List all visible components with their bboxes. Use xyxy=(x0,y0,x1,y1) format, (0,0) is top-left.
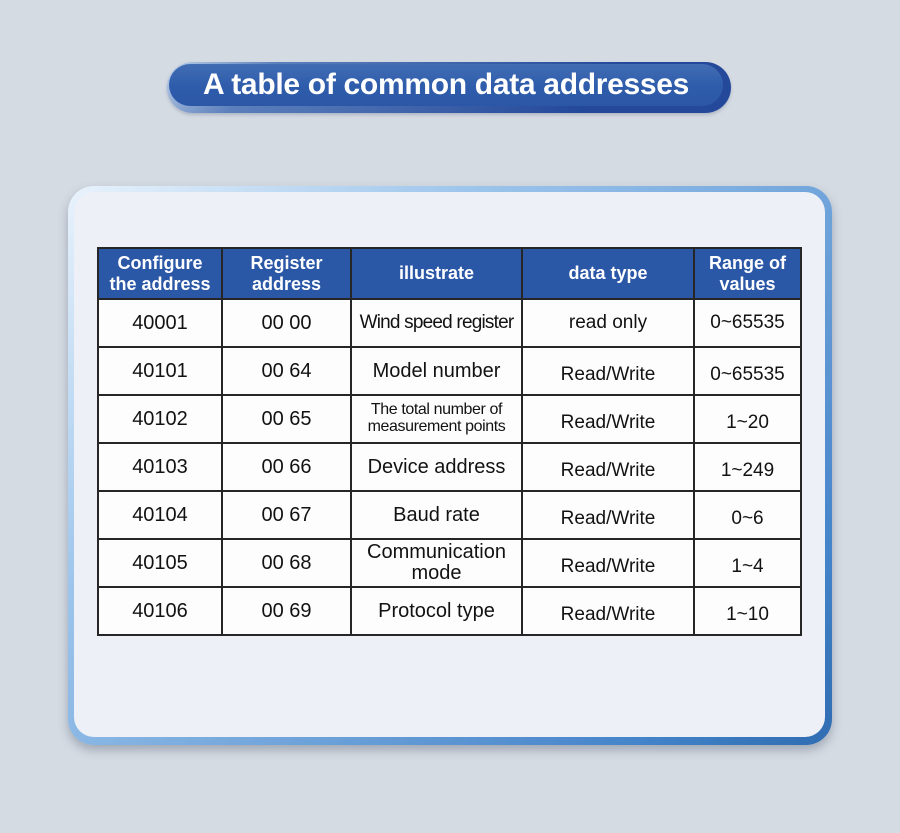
cell-value: Read/Write xyxy=(560,364,656,386)
cell-data-type xyxy=(522,539,694,587)
cell-configure-address xyxy=(98,587,222,635)
cell-value: Read/Write xyxy=(560,508,656,530)
cell-value: 00 68 xyxy=(261,551,312,574)
cell-register-address xyxy=(222,539,351,587)
cell-value: 00 69 xyxy=(261,599,312,622)
table-row xyxy=(98,443,801,491)
cell-register-address xyxy=(222,443,351,491)
cell-configure-address xyxy=(98,299,222,347)
cell-configure-address xyxy=(98,491,222,539)
cell-data-type xyxy=(522,347,694,395)
cell-value: 1~10 xyxy=(726,604,769,626)
table-row xyxy=(98,395,801,443)
cell-range-of-values xyxy=(694,299,801,347)
cell-data-type xyxy=(522,587,694,635)
cell-data-type xyxy=(522,443,694,491)
cell-value: Read/Write xyxy=(560,412,656,434)
page-title: A table of common data addresses xyxy=(202,68,690,101)
cell-range-of-values xyxy=(694,347,801,395)
table-row xyxy=(98,299,801,347)
cell-value: Read/Write xyxy=(560,604,656,626)
content-panel-face xyxy=(74,192,825,737)
header-row xyxy=(98,248,801,299)
cell-configure-address xyxy=(98,443,222,491)
cell-value: 1~20 xyxy=(726,412,769,434)
title-banner-face xyxy=(169,64,723,106)
content-panel xyxy=(68,186,832,745)
cell-illustrate xyxy=(351,491,522,539)
cell-illustrate xyxy=(351,443,522,491)
cell-value: Protocol type xyxy=(378,599,495,622)
cell-value: 0~65535 xyxy=(710,364,785,386)
cell-data-type xyxy=(522,491,694,539)
column-header-illustrate xyxy=(351,248,522,299)
cell-value: 0~6 xyxy=(731,508,764,530)
cell-value: 1~249 xyxy=(720,460,775,482)
cell-register-address xyxy=(222,491,351,539)
cell-value: read only xyxy=(568,312,648,334)
cell-value: 00 67 xyxy=(261,503,312,526)
table-row xyxy=(98,539,801,587)
table-row xyxy=(98,587,801,635)
cell-range-of-values xyxy=(694,443,801,491)
cell-range-of-values xyxy=(694,395,801,443)
cell-data-type xyxy=(522,299,694,347)
column-header-data-type xyxy=(522,248,694,299)
header-line: Configure xyxy=(117,253,203,274)
cell-value: 40103 xyxy=(132,455,188,478)
cell-register-address xyxy=(222,347,351,395)
header-line: Register xyxy=(250,253,323,274)
cell-value: 40001 xyxy=(132,311,188,334)
cell-value: Communication mode xyxy=(367,541,506,584)
cell-value: 00 66 xyxy=(261,455,312,478)
cell-illustrate xyxy=(351,299,522,347)
cell-register-address xyxy=(222,395,351,443)
header-line: Range of xyxy=(708,253,786,274)
cell-value: 40101 xyxy=(132,359,188,382)
column-header-register-address xyxy=(222,248,351,299)
data-address-table xyxy=(97,247,802,636)
column-header-configure-address xyxy=(98,248,222,299)
cell-value: 00 64 xyxy=(261,359,312,382)
table-row xyxy=(98,491,801,539)
cell-value: 40105 xyxy=(132,551,188,574)
header-line: data type xyxy=(568,263,648,284)
cell-register-address xyxy=(222,587,351,635)
cell-illustrate xyxy=(351,395,522,443)
header-line: the address xyxy=(109,273,211,294)
cell-illustrate xyxy=(351,347,522,395)
cell-value: 0~65535 xyxy=(710,312,785,334)
cell-data-type xyxy=(522,395,694,443)
cell-value: Device address xyxy=(367,455,506,478)
header-line: illustrate xyxy=(398,263,475,284)
cell-value: Model number xyxy=(372,359,501,382)
cell-configure-address xyxy=(98,539,222,587)
cell-value: 40106 xyxy=(132,599,188,622)
cell-value: 40102 xyxy=(132,407,188,430)
cell-configure-address xyxy=(98,395,222,443)
cell-range-of-values xyxy=(694,539,801,587)
cell-range-of-values xyxy=(694,587,801,635)
cell-value: 00 65 xyxy=(261,407,312,430)
cell-value: The total number of measurement points xyxy=(367,401,506,435)
cell-value: 40104 xyxy=(132,503,188,526)
cell-value: Read/Write xyxy=(560,556,656,578)
cell-value: Baud rate xyxy=(393,503,480,526)
cell-register-address xyxy=(222,299,351,347)
column-header-range-of-values xyxy=(694,248,801,299)
cell-value: Wind speed register xyxy=(359,312,514,334)
table-row xyxy=(98,347,801,395)
cell-value: 1~4 xyxy=(731,556,764,578)
cell-illustrate xyxy=(351,587,522,635)
cell-range-of-values xyxy=(694,491,801,539)
cell-configure-address xyxy=(98,347,222,395)
header-line: values xyxy=(719,273,776,294)
title-banner xyxy=(167,62,731,113)
cell-value: Read/Write xyxy=(560,460,656,482)
cell-illustrate xyxy=(351,539,522,587)
header-line: address xyxy=(251,273,322,294)
cell-value: 00 00 xyxy=(261,311,312,334)
